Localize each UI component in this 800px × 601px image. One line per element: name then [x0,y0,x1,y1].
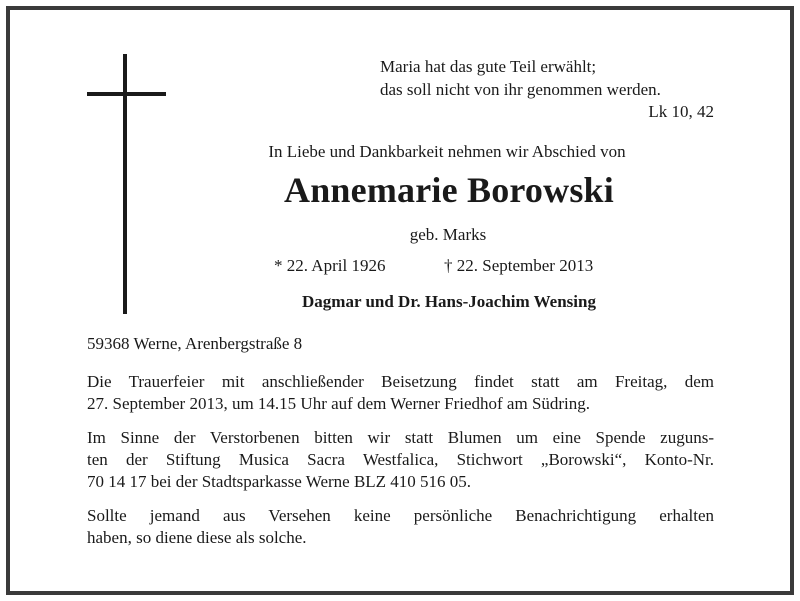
donation-paragraph [87,427,714,493]
bible-verse [380,56,714,124]
funeral-paragraph [87,371,714,415]
verse-reference: Lk 10, 42 [648,102,714,121]
paragraph-line: haben, so diene diese als solche. [87,528,307,547]
cross-horizontal-bar [87,92,166,96]
paragraph-line: Im Sinne der Verstorbenen bitten wir statt Blumen um eine Spende zuguns- [87,428,714,447]
verse-line: Maria hat das gute Teil erwählt; [380,57,597,76]
paragraph-line: Die Trauerfeier mit anschließender Beisetzung findet statt am Freitag, dem [87,372,714,391]
address: 59368 Werne, Arenbergstraße 8 [87,334,303,353]
maiden-name: geb. Marks [409,225,487,244]
paragraph-line: Sollte jemand aus Versehen keine persönliche Benachrichtigung erhalten [87,506,714,525]
mourners: Dagmar und Dr. Hans-Joachim Wensing [302,292,596,311]
verse-line: das soll nicht von ihr genommen werden. [380,79,661,99]
farewell-intro: In Liebe und Dankbarkeit nehmen wir Abschied von [268,142,626,161]
notice-paragraph [87,505,714,549]
birth-date: * 22. April 1926 [274,256,386,275]
paragraph-line: 27. September 2013, um 14.15 Uhr auf dem Werner Friedhof am Südring. [87,394,591,413]
deceased-name: Annemarie Borowski [284,170,614,210]
life-dates [274,255,594,277]
paragraph-line: 70 14 17 bei der Stadtsparkasse Werne BLZ 410 516 05. [87,472,472,491]
death-date: † 22. September 2013 [444,256,594,275]
paragraph-line: ten der Stiftung Musica Sacra Westfalica, Stichwort „Borowski“, Konto-Nr. [87,450,714,469]
